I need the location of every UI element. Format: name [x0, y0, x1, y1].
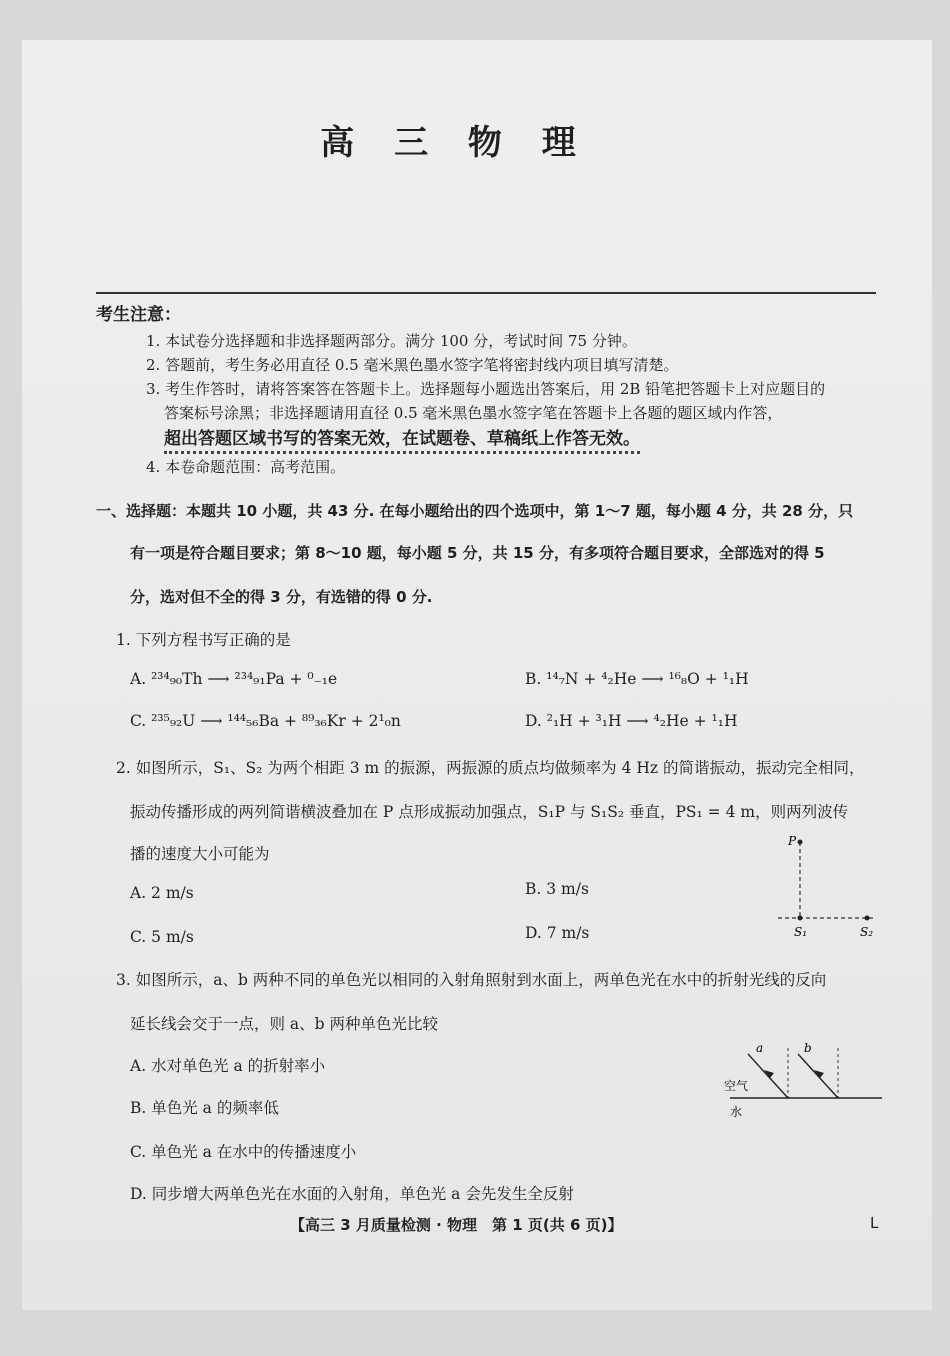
point-p [798, 840, 803, 845]
question-3-stem: 3. 如图所示，a、b 两种不同的单色光以相同的入射角照射到水面上，两单色光在水中的折射光线的反向 [116, 971, 827, 989]
label-s1: S₁ [794, 925, 808, 939]
notice-item: 2. 答题前，考生务必用直径 0.5 毫米黑色墨水签字笔将密封线内项目填写清楚。 [146, 356, 679, 374]
q3-diagram [720, 1040, 890, 1130]
q1-option-a [130, 670, 337, 688]
q1-option-d [525, 712, 737, 730]
option-label: D. [525, 712, 542, 730]
notice-item: 1. 本试卷分选择题和非选择题两部分。满分 100 分，考试时间 75 分钟。 [146, 332, 637, 350]
q3-option-a: A. 水对单色光 a 的折射率小 [130, 1057, 326, 1075]
point-s1 [798, 916, 803, 921]
divider [96, 292, 876, 294]
option-label: A. [130, 670, 147, 688]
section-instructions: 有一项是符合题目要求；第 8～10 题，每小题 5 分，共 15 分，有多项符合题目要求，全部选对的得 5 [130, 544, 825, 562]
option-label: C. [130, 712, 147, 730]
section-instructions: 一、选择题：本题共 10 小题，共 43 分. 在每小题给出的四个选项中，第 1～7 题，每小题 4 分，共 28 分，只 [96, 502, 854, 520]
q2-option-a: A. 2 m/s [130, 884, 194, 902]
question-2-stem: 2. 如图所示，S₁、S₂ 为两个相距 3 m 的振源，两振源的质点均做频率为 4 Hz 的简谐振动，振动完全相同， [116, 759, 865, 777]
question-1-stem: 1. 下列方程书写正确的是 [116, 631, 291, 649]
q3-option-d: D. 同步增大两单色光在水面的入射角，单色光 a 会先发生全反射 [130, 1185, 574, 1203]
q2-option-b: B. 3 m/s [525, 880, 589, 898]
q1-option-b [525, 670, 749, 688]
label-s2: S₂ [860, 925, 874, 939]
label-b: b [804, 1041, 812, 1055]
notice-item: 4. 本卷命题范围：高考范围。 [146, 458, 346, 476]
equation: ²³⁴₉₀Th ⟶ ²³⁴₉₁Pa + ⁰₋₁e [151, 670, 338, 688]
equation: ¹⁴₇N + ⁴₂He ⟶ ¹⁶₈O + ¹₁H [546, 670, 749, 688]
q3-option-c: C. 单色光 a 在水中的传播速度小 [130, 1143, 357, 1161]
equation: ²³⁵₉₂U ⟶ ¹⁴⁴₅₆Ba + ⁸⁹₃₆Kr + 2¹₀n [151, 712, 401, 730]
notice-item: 答案标号涂黑；非选择题请用直径 0.5 毫米黑色墨水签字笔在答题卡上各题的题区域内作答， [164, 404, 783, 422]
equation: ²₁H + ³₁H ⟶ ⁴₂He + ¹₁H [546, 712, 738, 730]
label-a: a [756, 1041, 764, 1055]
option-label: B. [525, 670, 542, 688]
question-3-stem: 延长线会交于一点，则 a、b 两种单色光比较 [130, 1015, 439, 1033]
notice-item: 3. 考生作答时，请将答案答在答题卡上。选择题每小题选出答案后，用 2B 铅笔把答题卡上对应题目的 [146, 380, 826, 398]
notice-emphasis: 超出答题区域书写的答案无效，在试题卷、草稿纸上作答无效。 [164, 424, 640, 454]
q2-option-d: D. 7 m/s [525, 924, 590, 942]
ray-b [798, 1054, 838, 1098]
page-title: 高 三 物 理 [320, 123, 590, 163]
ray-a [748, 1054, 788, 1098]
question-2-stem: 振动传播形成的两列简谐横波叠加在 P 点形成振动加强点，S₁P 与 S₁S₂ 垂直，PS₁ = 4 m，则两列波传 [130, 803, 849, 821]
notice-heading: 考生注意： [96, 305, 181, 325]
footer-mark: L [870, 1214, 879, 1232]
point-s2 [865, 916, 870, 921]
q2-option-c: C. 5 m/s [130, 928, 194, 946]
page-footer: 【高三 3 月质量检测 · 物理 第 1 页(共 6 页)】 [290, 1216, 623, 1234]
label-water: 水 [730, 1105, 743, 1119]
label-p: P [788, 834, 797, 848]
section-instructions: 分，选对但不全的得 3 分，有选错的得 0 分. [130, 588, 433, 606]
q3-option-b: B. 单色光 a 的频率低 [130, 1099, 279, 1117]
q1-option-c [130, 712, 401, 730]
q2-diagram [770, 830, 890, 945]
label-air: 空气 [724, 1079, 749, 1093]
question-2-stem: 播的速度大小可能为 [130, 845, 270, 863]
